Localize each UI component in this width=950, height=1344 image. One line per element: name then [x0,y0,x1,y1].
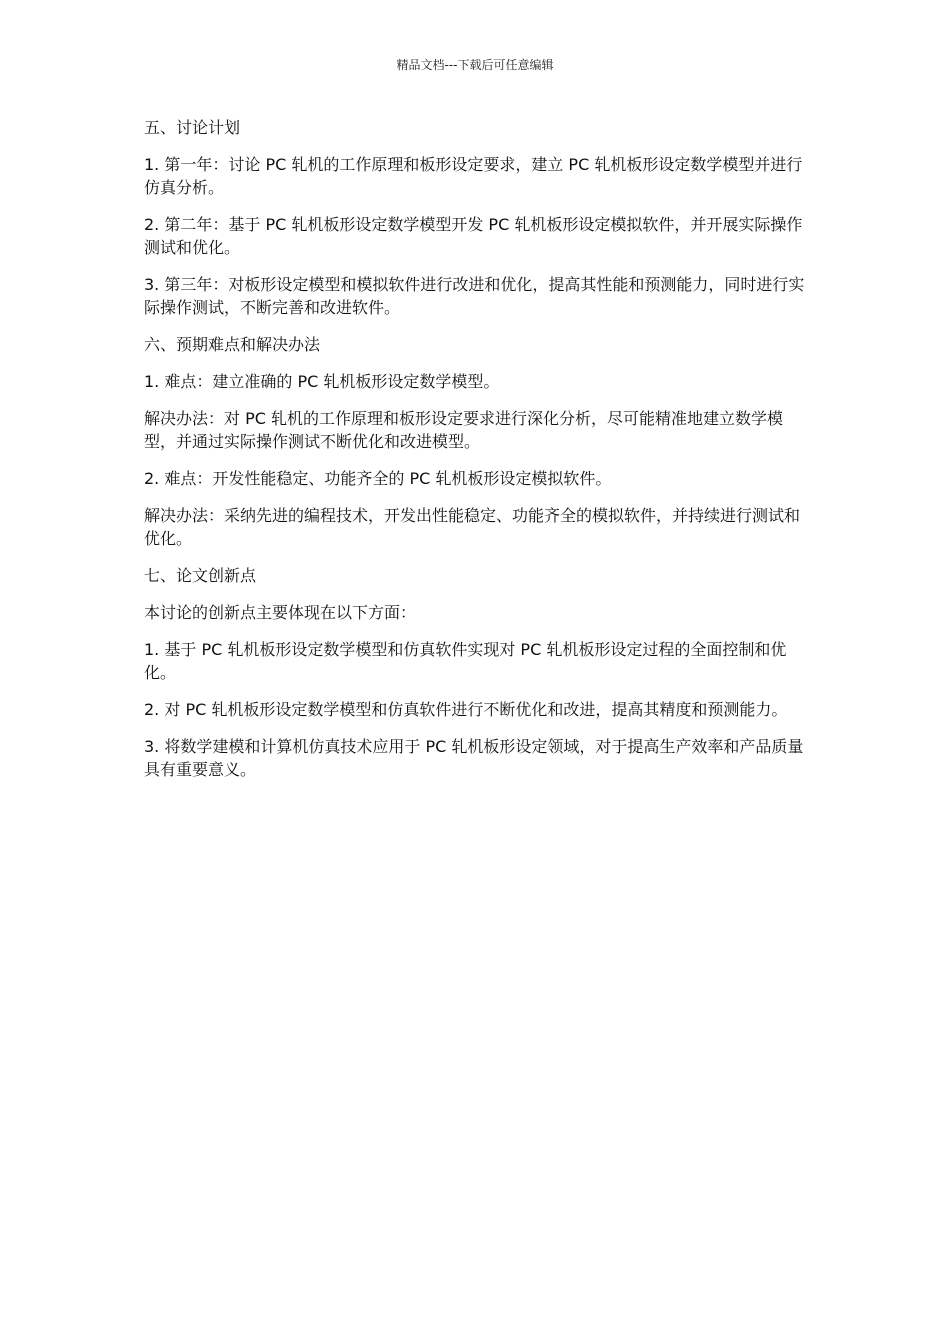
section-heading-innovations: 七、论文创新点 [144,566,257,585]
innovation-three: 3. 将数学建模和计算机仿真技术应用于 PC 轧机板形设定领域，对于提高生产效率和产品质量具有重要意义。 [144,737,804,779]
section-heading-difficulties: 六、预期难点和解决办法 [144,335,321,354]
innovations-intro: 本讨论的创新点主要体现在以下方面： [144,603,417,622]
plan-year-three: 3. 第三年：对板形设定模型和模拟软件进行改进和优化，提高其性能和预测能力，同时进行实际操作测试，不断完善和改进软件。 [144,275,805,317]
solution-two: 解决办法：采纳先进的编程技术，开发出性能稳定、功能齐全的模拟软件，并持续进行测试和优化。 [144,506,801,548]
plan-year-two: 2. 第二年：基于 PC 轧机板形设定数学模型开发 PC 轧机板形设定模拟软件，并开展实际操作测试和优化。 [144,215,803,257]
document-body [144,116,808,795]
page-header: 精品文档---下载后可任意编辑 [396,58,554,72]
difficulty-one: 1. 难点：建立准确的 PC 轧机板形设定数学模型。 [144,372,500,391]
section-heading-discussion-plan: 五、讨论计划 [144,118,241,137]
difficulty-two: 2. 难点：开发性能稳定、功能齐全的 PC 轧机板形设定模拟软件。 [144,469,612,488]
plan-year-one: 1. 第一年：讨论 PC 轧机的工作原理和板形设定要求，建立 PC 轧机板形设定数学模型并进行仿真分析。 [144,155,803,197]
innovation-two: 2. 对 PC 轧机板形设定数学模型和仿真软件进行不断优化和改进，提高其精度和预测能力。 [144,700,788,719]
solution-one: 解决办法：对 PC 轧机的工作原理和板形设定要求进行深化分析，尽可能精准地建立数学模型，并通过实际操作测试不断优化和改进模型。 [144,409,783,451]
innovation-one: 1. 基于 PC 轧机板形设定数学模型和仿真软件实现对 PC 轧机板形设定过程的全面控制和优化。 [144,640,787,682]
